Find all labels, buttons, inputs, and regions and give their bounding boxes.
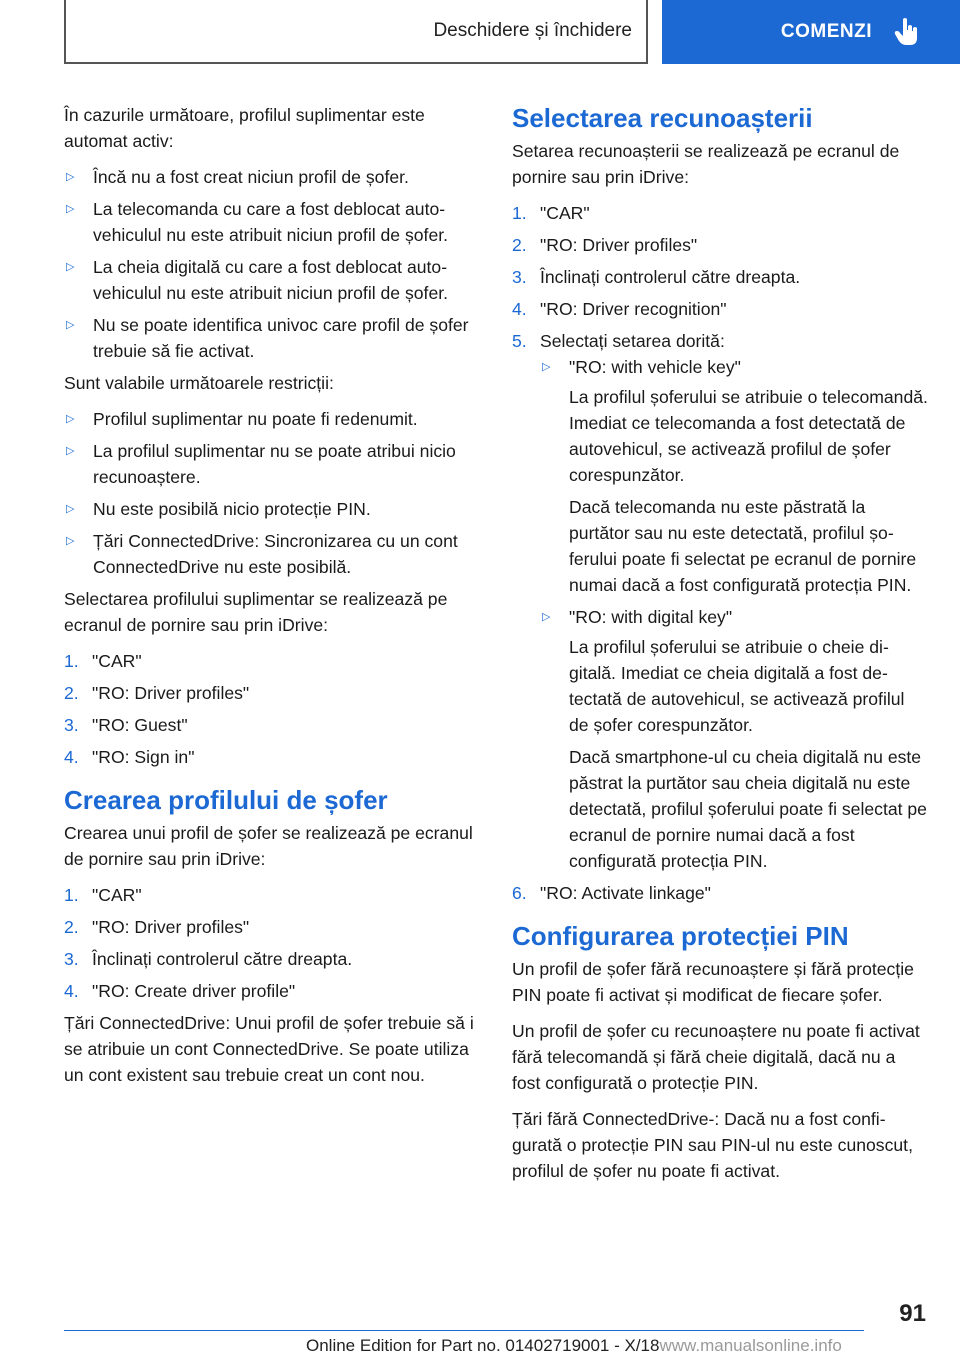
list-item: ▷ Țări ConnectedDrive: Sincronizarea cu un cont ConnectedDrive nu este posibilă. (64, 528, 480, 580)
select-intro: Selectarea profilului suplimentar se realizează pe ecranul de pornire sau prin iDrive: (64, 589, 448, 635)
list-item: ▷ Încă nu a fost creat niciun profil de șofer. (64, 164, 480, 190)
list-item: 5. Selectați setarea dorită: ▷ "RO: with vehicle key" La profilul șoferului se atribuie o telecomandă. Imediat ce telecomanda a fost detectată de autovehicul, se activează profilul de șofer corespunzător. Dacă telecomanda nu este păstrată la purtător sau nu este detectată, profilul șoferului poate fi selectat pe ecranul de pornire numai dacă a fost configurată protecția PIN. ▷ "RO: with digital key" La profilul șoferului se atribuie o cheie digitală. Imediat ce cheia digitală a fost detectată de autovehicul, se activează profilul de șofer corespunzător. Dacă smartphone-ul cu cheia digitală nu este păstrat la purtător sau cheia digitală nu este detectată, profilul șoferului poate fi selectat pe ecranul de pornire numai dacă a fost configurată protecția PIN. (512, 328, 928, 874)
recognition-intro: Setarea recunoașterii se realizează pe ecranul de pornire sau prin iDrive: (512, 141, 900, 187)
triangle-bullet-icon: ▷ (66, 535, 75, 547)
right-column (512, 102, 928, 1194)
list-item: 2. "RO: Driver profiles" (64, 683, 250, 703)
pin-heading: Configurarea protecției PIN (512, 921, 849, 951)
section-title (64, 0, 648, 64)
recognition-options (540, 354, 928, 874)
restrictions-intro: Sunt valabile următoarele restricții: (64, 373, 334, 393)
section-title-text: Deschidere și închidere (433, 20, 632, 41)
left-column (64, 102, 480, 1098)
list-item: ▷ La cheia digitală cu care a fost deblocat autovehiculul nu este atribuit niciun profil de șofer. (64, 254, 480, 306)
cases-list (64, 164, 480, 364)
triangle-bullet-icon: ▷ (66, 171, 75, 183)
list-item: 1. "CAR" (512, 203, 590, 223)
pin-paragraph: Un profil de șofer fără recunoaștere și fără protecție PIN poate fi activat și modificat de fiecare șofer. (512, 959, 914, 1005)
create-steps (64, 882, 480, 1004)
list-item: 3. Înclinați controlerul către dreapta. (512, 267, 801, 287)
list-item: 3. Înclinați controlerul către dreapta. (64, 949, 353, 969)
triangle-bullet-icon: ▷ (66, 413, 75, 425)
triangle-bullet-icon: ▷ (66, 261, 75, 273)
hand-pointer-icon (894, 17, 920, 47)
list-item: 3. "RO: Guest" (64, 715, 188, 735)
triangle-bullet-icon: ▷ (66, 445, 75, 457)
list-item: ▷ Nu este posibilă nicio protecție PIN. (64, 496, 480, 522)
triangle-bullet-icon: ▷ (66, 503, 75, 515)
create-intro: Crearea unui profil de șofer se realizează pe ecranul de pornire sau prin iDrive: (64, 823, 473, 869)
pin-paragraph: Țări fără ConnectedDrive-: Dacă nu a fost configurată o protecție PIN sau PIN-ul nu este cunoscut, profilul de șofer nu poate fi activat. (512, 1109, 913, 1181)
recognition-heading: Selectarea recunoașterii (512, 103, 813, 133)
pin-paragraph: Un profil de șofer cu recunoaștere nu poate fi activat fără telecomandă și fără cheie digitală, dacă nu a fost configurată o protecție PIN. (512, 1021, 920, 1093)
recognition-steps (512, 200, 928, 906)
page-header (0, 0, 960, 66)
page-number: 91 (899, 1300, 926, 1327)
chapter-tab[interactable] (662, 0, 960, 64)
list-item: 4. "RO: Create driver profile" (64, 981, 296, 1001)
list-item: ▷ Profilul suplimentar nu poate fi redenumit. (64, 406, 480, 432)
list-item: ▷ Nu se poate identifica univoc care profil de șofer trebuie să fie activat. (64, 312, 480, 364)
list-item: 1. "CAR" (64, 885, 142, 905)
list-item: ▷ La telecomanda cu care a fost deblocat autovehiculul nu este atribuit niciun profil de șofer. (64, 196, 480, 248)
list-item: 2. "RO: Driver profiles" (512, 235, 698, 255)
footer-divider (64, 1330, 864, 1331)
list-item: 4. "RO: Sign in" (64, 747, 195, 767)
create-profile-heading: Crearea profilului de șofer (64, 785, 388, 815)
list-item: ▷ "RO: with digital key" La profilul șoferului se atribuie o cheie digitală. Imediat ce cheia digitală a fost detectată de autovehicul, se activează profilul de șofer corespunzător. Dacă smartphone-ul cu cheia digitală nu este păstrat la purtător sau cheia digitală nu este detectată, profilul șoferului poate fi selectat pe ecranul de pornire numai dacă a fost configurată protecția PIN. (540, 604, 928, 874)
footer-edition: Online Edition for Part no. 01402719001 - X/18 (306, 1336, 660, 1355)
select-steps (64, 648, 480, 770)
triangle-bullet-icon: ▷ (66, 203, 75, 215)
list-item: ▷ La profilul suplimentar nu se poate atribui nicio recunoaștere. (64, 438, 480, 490)
list-item: 4. "RO: Driver recognition" (512, 299, 727, 319)
list-item: 1. "CAR" (64, 651, 142, 671)
footer-watermark: www.manualsonline.info (659, 1336, 842, 1355)
list-item: 2. "RO: Driver profiles" (64, 917, 250, 937)
create-note: Țări ConnectedDrive: Unui profil de șofer trebuie să i se atribuie un cont ConnectedDrive. Se poate utiliza un cont existent sau trebuie creat un cont nou. (64, 1013, 474, 1085)
cases-intro: În cazurile următoare, profilul suplimentar este automat activ: (64, 105, 425, 151)
list-item: ▷ "RO: with vehicle key" La profilul șoferului se atribuie o telecomandă. Imediat ce telecomanda a fost detectată de autovehicul, se activează profilul de șofer corespunzător. Dacă telecomanda nu este păstrată la purtător sau nu este detectată, profilul șoferului poate fi selectat pe ecranul de pornire numai dacă a fost configurată protecția PIN. (540, 354, 928, 598)
chapter-tab-label: COMENZI (780, 21, 872, 42)
triangle-bullet-icon: ▷ (66, 319, 75, 331)
list-item: 6. "RO: Activate linkage" (512, 883, 711, 903)
triangle-bullet-icon: ▷ (542, 611, 551, 623)
restrictions-list (64, 406, 480, 580)
triangle-bullet-icon: ▷ (542, 361, 551, 373)
footer (306, 1336, 842, 1356)
